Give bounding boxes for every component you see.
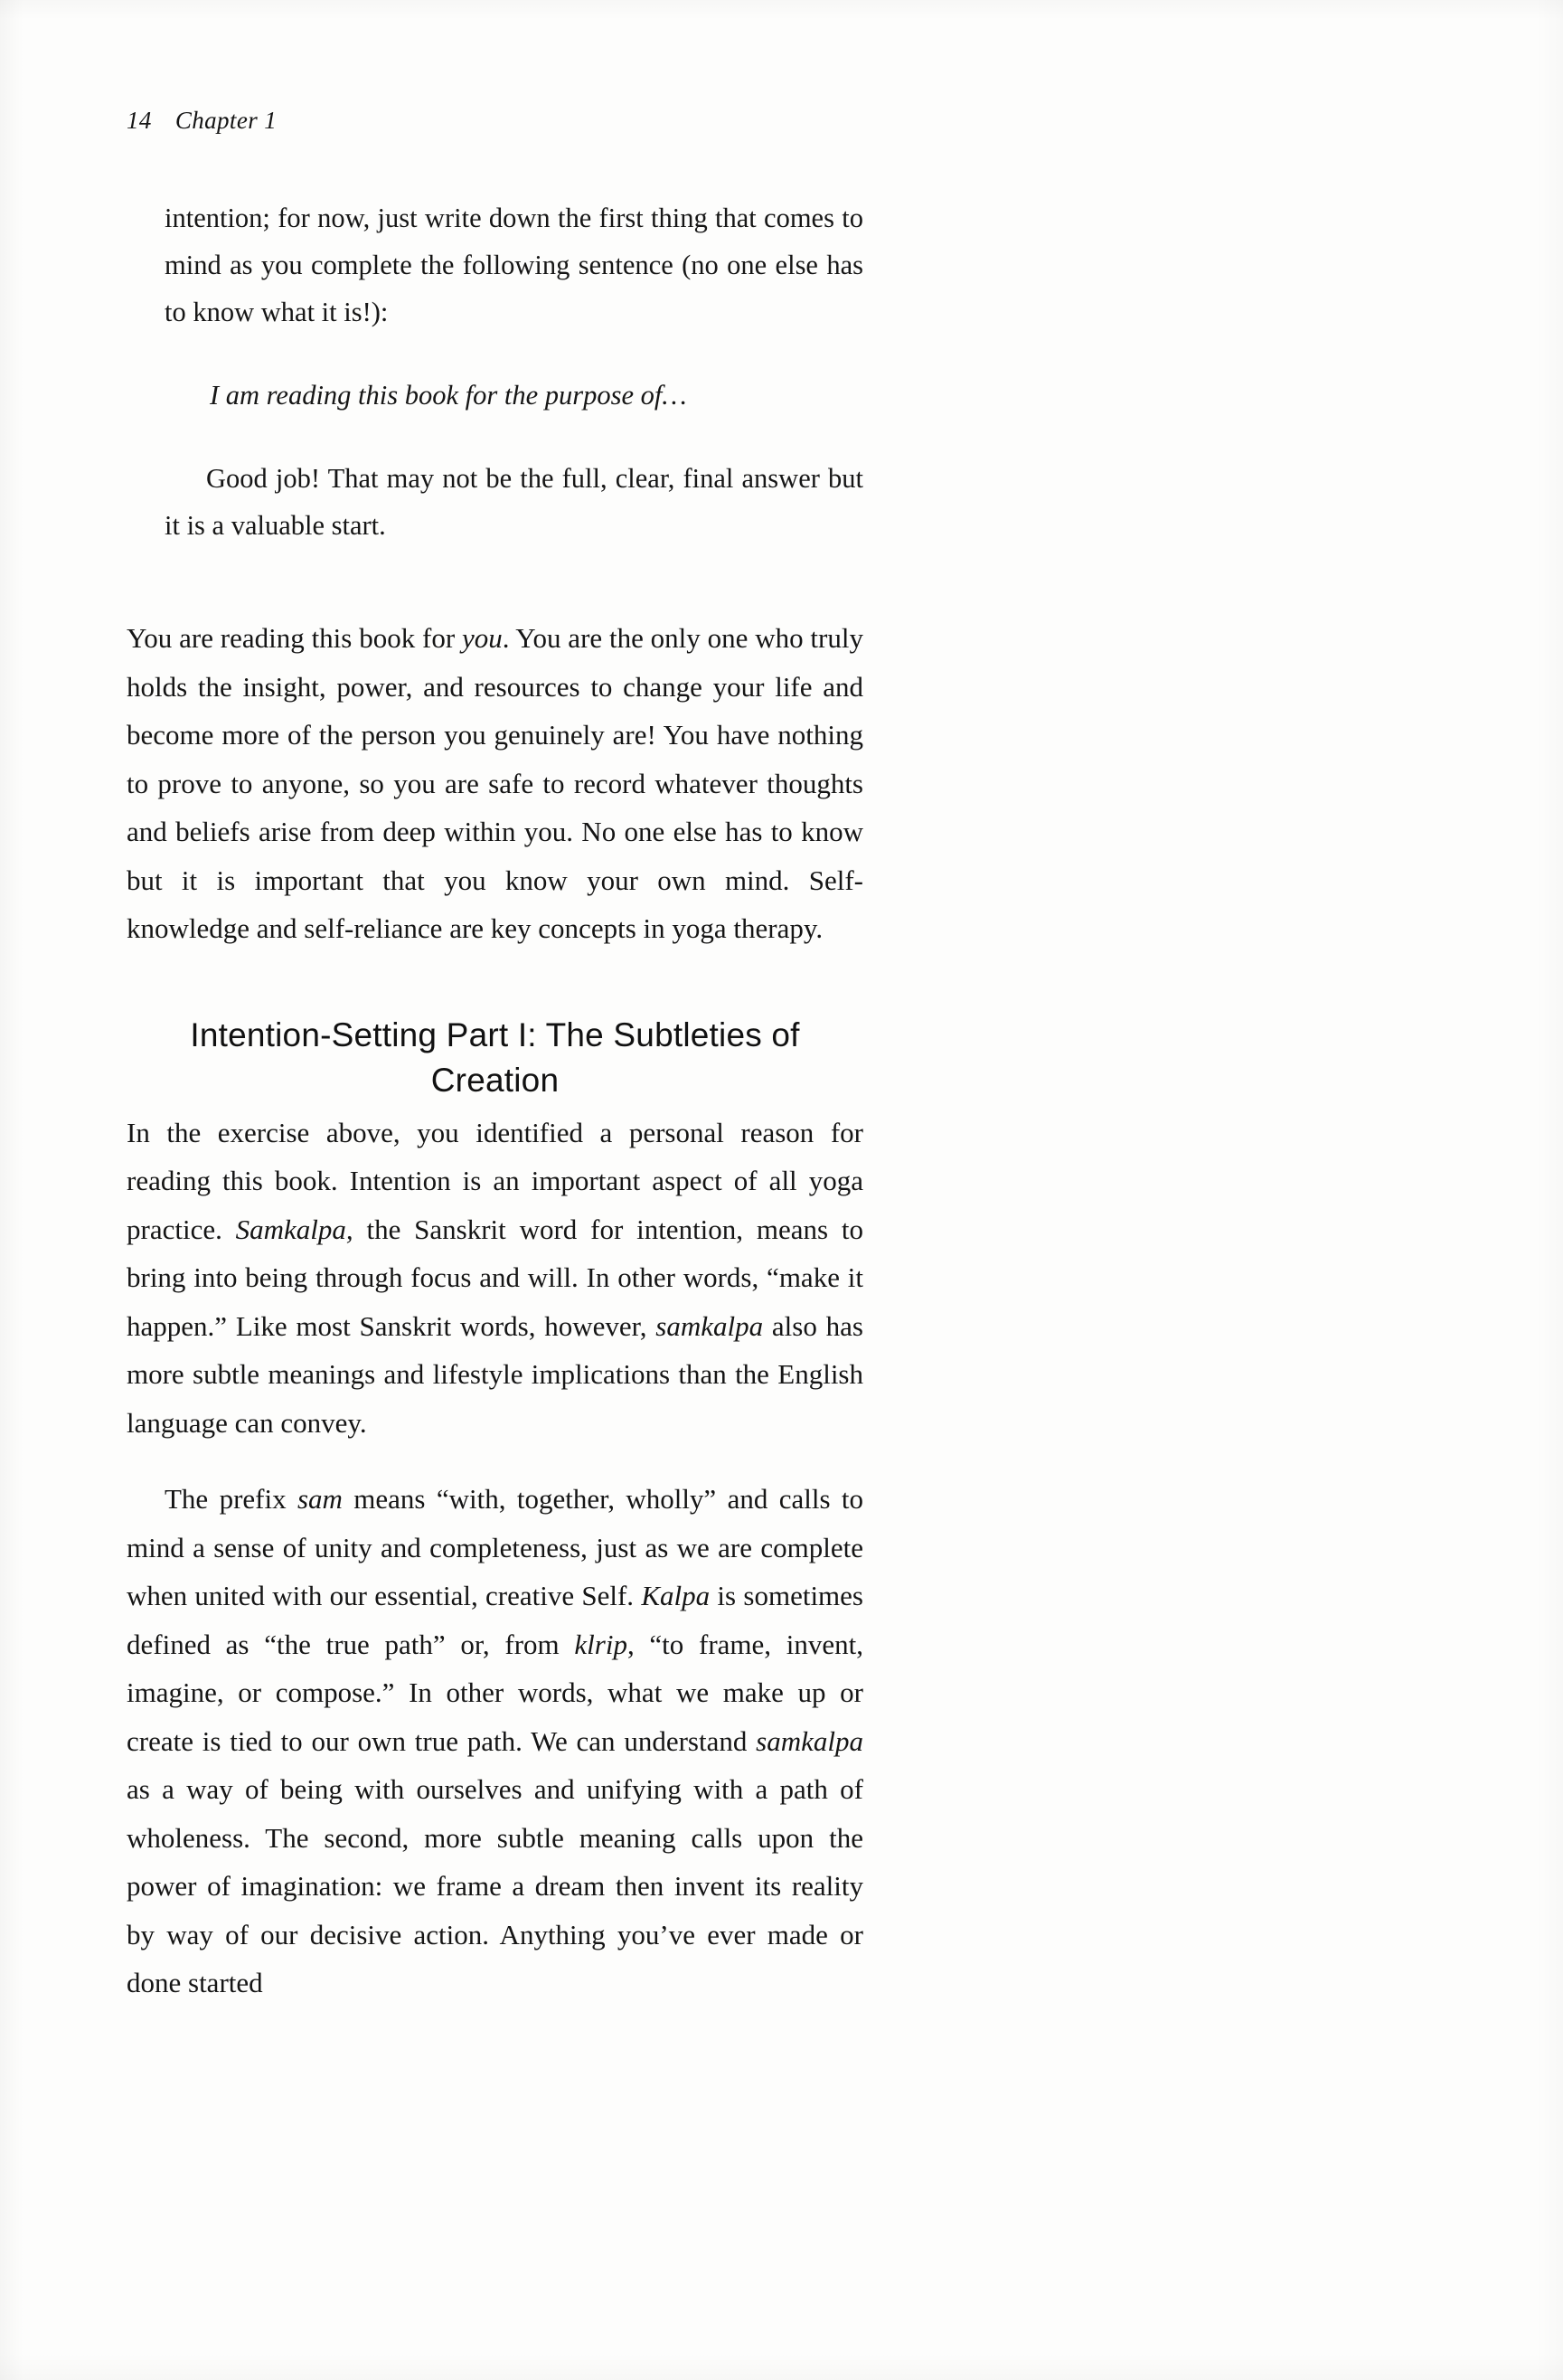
body-paragraph-1-segment-2: . You are the only one who truly holds the insight, power, and resources to change your life and become more of the person you genuinely are! You have nothing to prove to anyone, so you are safe to record whatever thoughts and beliefs arise from deep within you. No one else has to know but it is important that you know your own mind. Self-knowledge and self-reliance are key concepts in yoga therapy. <box>127 622 863 944</box>
section-paragraph-2-italic-samkalpa-3: samkalpa <box>756 1724 863 1757</box>
section-paragraph-2-italic-kalpa: Kalpa <box>641 1580 711 1611</box>
body-paragraph-1 <box>127 614 863 953</box>
exercise-prompt-italic: I am reading this book for the purpose of… <box>210 380 687 411</box>
section-paragraph-2-italic-sam: sam <box>297 1483 343 1515</box>
running-head-chapter-label: Chapter 1 <box>174 107 278 134</box>
section-paragraph-2-segment-5: as a way of being with ourselves and unifying with a path of wholeness. The second, more subtle meaning calls upon the power of imagination: we frame a dream then invent its reality by way of our decisive action. Anything you’ve ever made or done started <box>127 1773 863 1998</box>
section-paragraph-2-italic-klrip: klrip <box>574 1628 627 1660</box>
body-paragraph-1-segment-1: You are reading this book for <box>127 622 462 654</box>
section-paragraph-2 <box>127 1475 863 2007</box>
exercise-paragraph-2-text: Good job! That may not be the full, clear, final answer but it is a valuable start. <box>165 463 863 541</box>
page-content <box>127 0 863 2035</box>
section-paragraph-2-segment-1: The prefix <box>165 1483 297 1515</box>
section-paragraph-1-segment-3: also has more subtle meanings and lifestyle implications than the English language can convey. <box>127 1309 863 1439</box>
scan-edge-bottom <box>0 2353 1563 2380</box>
section-heading: Intention-Setting Part I: The Subtleties of Creation <box>190 1015 800 1099</box>
section-paragraph-2-segment-3: is sometimes defined as “the true path” or, from <box>127 1580 863 1660</box>
section-paragraph-1 <box>127 1109 863 1448</box>
section-paragraph-1-italic-samkalpa-2: samkalpa <box>655 1309 764 1342</box>
running-head <box>127 107 863 135</box>
scan-edge-left <box>0 0 24 2380</box>
exercise-paragraph-2 <box>165 455 863 549</box>
scan-edge-right <box>1536 0 1563 2380</box>
section-paragraph-2-segment-2: means “with, together, wholly” and calls to mind a sense of unity and completeness, just as we are complete when united with our essential, creative Self. <box>127 1483 863 1611</box>
exercise-block <box>165 194 863 549</box>
page-folio-number: 14 <box>127 107 152 134</box>
body-paragraph-1-italic-you: you <box>462 622 503 654</box>
exercise-paragraph-1: intention; for now, just write down the first thing that comes to mind as you complete the following sentence (no one else has to know what it is!): <box>165 203 863 327</box>
section-paragraph-1-segment-2: the Sanskrit word for intention, means to bring into being through focus and will. In other words, “make it happen.” Like most Sanskrit words, however, <box>127 1213 863 1342</box>
section-paragraph-1-segment-1: In the exercise above, you identified a personal reason for reading this book. Intention is an important aspect of all yoga practice. <box>127 1116 863 1245</box>
section-paragraph-1-italic-samkalpa: Samkalpa, <box>235 1213 353 1245</box>
section-paragraph-2-segment-4: , “to frame, invent, imagine, or compose.” In other words, what we make up or create is tied to our own true path. We can understand <box>127 1628 864 1757</box>
